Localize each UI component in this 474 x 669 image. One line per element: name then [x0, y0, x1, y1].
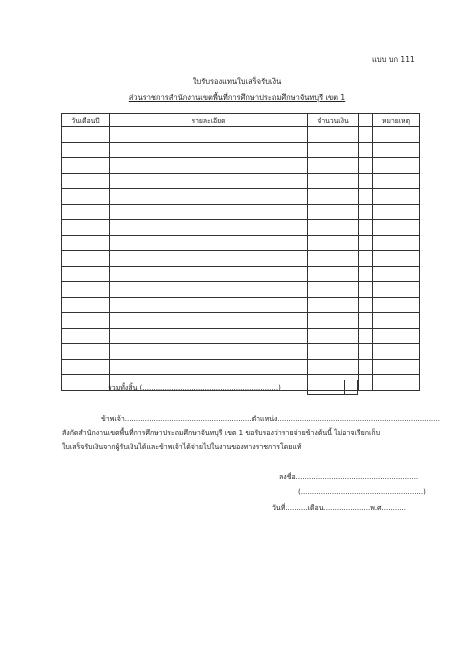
expense-table — [61, 113, 420, 391]
cell-date — [62, 173, 110, 189]
cell-amount — [308, 204, 359, 220]
cell-date — [62, 204, 110, 220]
cell-date — [62, 220, 110, 236]
cell-remarks — [373, 204, 420, 220]
table-row — [62, 344, 420, 360]
cell-amount — [308, 344, 359, 360]
cell-satang — [359, 189, 373, 205]
table-header-row — [62, 114, 420, 127]
signature-line: ลงชื่อ....................................................... — [279, 473, 419, 481]
cell-date — [62, 127, 110, 143]
cell-details — [110, 297, 308, 313]
cell-date — [62, 344, 110, 360]
table-row — [62, 220, 420, 236]
cell-satang — [359, 158, 373, 174]
cell-date — [62, 375, 110, 391]
document-subtitle: ส่วนราชการสำนักงานเขตพื้นที่การศึกษาประถมศึกษาจันทบุรี เขต 1 — [128, 93, 346, 102]
cell-amount — [308, 328, 359, 344]
cell-satang — [359, 266, 373, 282]
cell-remarks — [373, 282, 420, 298]
cell-satang — [359, 127, 373, 143]
header-date: วันเดือนปี — [62, 114, 110, 127]
table-row — [62, 251, 420, 267]
cell-amount — [308, 173, 359, 189]
cell-remarks — [373, 220, 420, 236]
cell-details — [110, 344, 308, 360]
table-body — [62, 127, 420, 391]
table-row — [62, 313, 420, 329]
cell-details — [110, 266, 308, 282]
header-remarks: หมายเหตุ — [373, 114, 420, 127]
total-amount-box — [307, 380, 358, 395]
table-row — [62, 297, 420, 313]
cell-remarks — [373, 313, 420, 329]
form-code: แบบ บก 111 — [372, 55, 415, 64]
cell-amount — [308, 189, 359, 205]
table-row — [62, 235, 420, 251]
cell-satang — [359, 173, 373, 189]
cell-remarks — [373, 297, 420, 313]
table-row — [62, 204, 420, 220]
cell-amount — [308, 297, 359, 313]
cell-satang — [359, 297, 373, 313]
cell-remarks — [373, 142, 420, 158]
cell-date — [62, 142, 110, 158]
declaration-line-2: สังกัดสำนักงานเขตพื้นที่การศึกษาประถมศึกษาจันทบุรี เขต 1 ขอรับรองว่ารายจ่ายข้างต้นนี้ ไม่อาจเรียกเก็บ — [62, 429, 381, 437]
cell-details — [110, 251, 308, 267]
table-row — [62, 158, 420, 174]
cell-remarks — [373, 235, 420, 251]
cell-date — [62, 189, 110, 205]
table-row — [62, 142, 420, 158]
table-row — [62, 359, 420, 375]
declaration-line-3: ใบเสร็จรับเงินจากผู้รับเงินได้และข้าพเจ้าได้จ่ายไปในงานของทางราชการโดยแท้ — [62, 443, 302, 451]
cell-date — [62, 359, 110, 375]
cell-amount — [308, 266, 359, 282]
cell-date — [62, 235, 110, 251]
cell-details — [110, 220, 308, 236]
cell-satang — [359, 328, 373, 344]
cell-date — [62, 158, 110, 174]
total-label: รวมทั้งสิ้น (.............................................................) — [108, 384, 281, 392]
cell-details — [110, 235, 308, 251]
cell-amount — [308, 220, 359, 236]
cell-details — [110, 173, 308, 189]
cell-amount — [308, 251, 359, 267]
cell-satang — [359, 313, 373, 329]
cell-remarks — [373, 189, 420, 205]
cell-details — [110, 328, 308, 344]
cell-details — [110, 158, 308, 174]
cell-satang — [359, 142, 373, 158]
cell-amount — [308, 282, 359, 298]
cell-satang — [359, 375, 373, 391]
cell-date — [62, 251, 110, 267]
table-row — [62, 173, 420, 189]
cell-details — [110, 359, 308, 375]
cell-amount — [308, 158, 359, 174]
cell-satang — [359, 359, 373, 375]
cell-date — [62, 328, 110, 344]
cell-date — [62, 297, 110, 313]
date-line: วันที่..........เดือน.....................พ.ศ........... — [272, 504, 406, 512]
table-row — [62, 127, 420, 143]
cell-satang — [359, 204, 373, 220]
cell-details — [110, 313, 308, 329]
cell-remarks — [373, 173, 420, 189]
cell-remarks — [373, 251, 420, 267]
table-row — [62, 189, 420, 205]
table-row — [62, 328, 420, 344]
cell-remarks — [373, 344, 420, 360]
cell-satang — [359, 282, 373, 298]
header-amount: จำนวนเงิน — [308, 114, 359, 127]
cell-amount — [308, 127, 359, 143]
cell-satang — [359, 344, 373, 360]
cell-details — [110, 189, 308, 205]
cell-satang — [359, 251, 373, 267]
cell-satang — [359, 220, 373, 236]
cell-remarks — [373, 158, 420, 174]
declaration-line-1: ข้าพเจ้า.........................................................ตำแหน่ง......................................................................... — [101, 415, 440, 423]
cell-amount — [308, 313, 359, 329]
cell-amount — [308, 359, 359, 375]
cell-date — [62, 282, 110, 298]
table-row — [62, 282, 420, 298]
cell-details — [110, 204, 308, 220]
cell-amount — [308, 142, 359, 158]
cell-remarks — [373, 127, 420, 143]
cell-remarks — [373, 359, 420, 375]
cell-date — [62, 313, 110, 329]
table-row — [62, 266, 420, 282]
cell-details — [110, 127, 308, 143]
cell-details — [110, 142, 308, 158]
signer-name-line: (.......................................................) — [298, 488, 426, 496]
cell-remarks — [373, 266, 420, 282]
header-satang — [359, 114, 373, 127]
cell-details — [110, 282, 308, 298]
header-details: รายละเอียด — [110, 114, 308, 127]
cell-date — [62, 266, 110, 282]
cell-satang — [359, 235, 373, 251]
cell-remarks — [373, 328, 420, 344]
document-title: ใบรับรองแทนใบเสร็จรับเงิน — [192, 77, 282, 86]
cell-remarks — [373, 375, 420, 391]
cell-amount — [308, 235, 359, 251]
